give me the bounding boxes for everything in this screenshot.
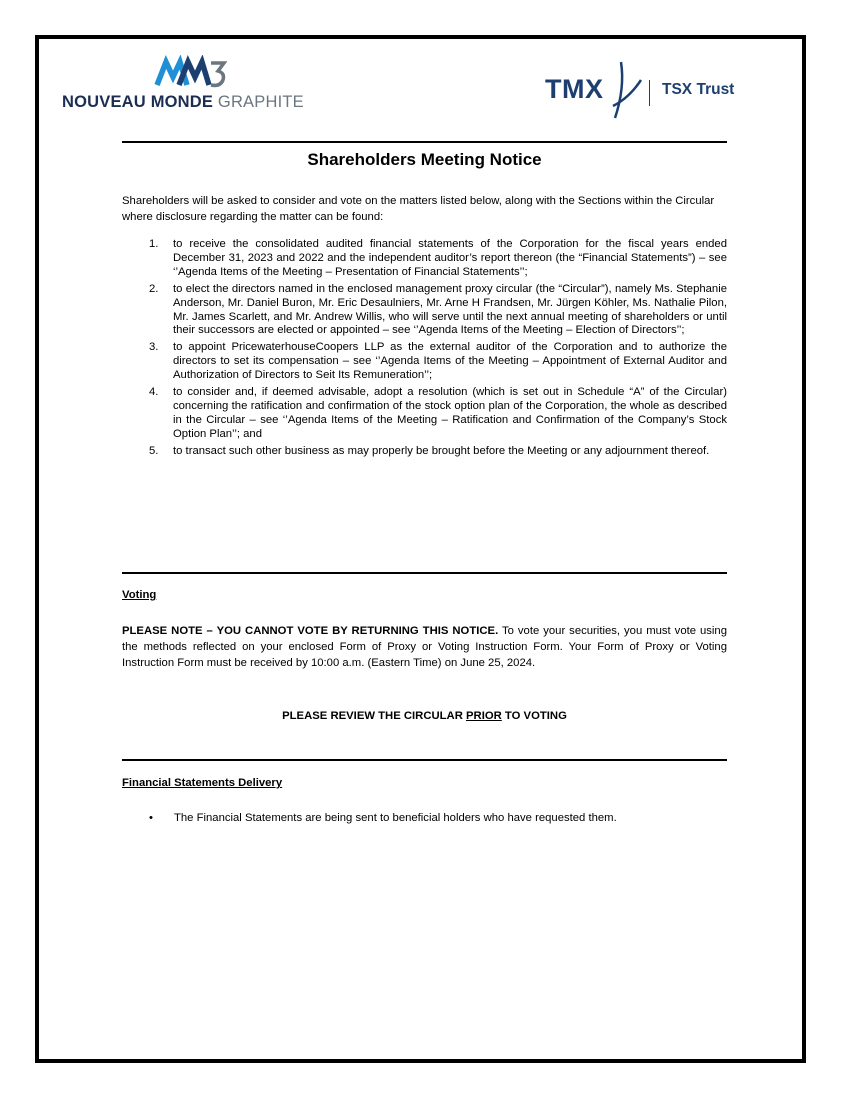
nmg-logo-icon [153,55,227,89]
agenda-item-number: 2. [149,282,159,295]
delivery-bullet-text: The Financial Statements are being sent to beneficial holders who have requested them. [174,812,617,824]
review-circular-notice [122,710,727,722]
page-border [35,35,806,1063]
delivery-list [122,810,727,826]
voting-heading: Voting [122,589,157,601]
agenda-list [122,238,727,462]
agenda-item-number: 1. [149,238,159,250]
intro-paragraph: Shareholders will be asked to consider and vote on the matters listed below, along with the Sections within the Circular where disclosure regarding the matter can be found: [122,195,715,223]
delivery-top-rule [122,759,727,761]
voting-note [122,623,727,671]
review-text-pre: PLEASE REVIEW THE CIRCULAR [282,710,467,722]
voting-note-bold: PLEASE NOTE – YOU CANNOT VOTE BY RETURNING THIS NOTICE. [122,625,499,637]
header-rule [122,141,727,143]
nmg-wordmark: NOUVEAU MONDE GRAPHITE [62,93,304,111]
logo-separator [649,80,650,106]
agenda-item-text: to transact such other business as may properly be brought before the Meeting or any adjournment thereof. [173,444,710,457]
agenda-item [122,445,727,459]
review-text-post: TO VOTING [501,710,567,722]
list-item [122,810,727,826]
agenda-item-text: to elect the directors named in the enclosed management proxy circular (the “Circular”), namely Ms. Stephanie Anderson, Mr. Daniel Buron, Mr. Eric Desaulniers, Mr. Arne H Frandsen, Mr. Jürgen Köhler, Ms. Nathalie Pilon, Mr. James Scarlett, and Mr. Andrew Willis, who will serve until the next annual meeting of shareholders or until their successors are elected or appointed – see ‘’Agenda Items of the Meeting – Election of Directors’’; [173,282,727,337]
page-title: Shareholders Meeting Notice [307,150,542,169]
agenda-item [122,238,727,280]
agenda-item-text: to appoint PricewaterhouseCoopers LLP as the external auditor of the Corporation and to authorize the directors to set its compensation – see ‘’Agenda Items of the Meeting – Appointment of External Auditor and Authorization of Directors to Seit Its Remuneration’’; [173,341,727,382]
tsx-trust-wordmark: TSX Trust [662,81,735,98]
bullet-icon: • [149,812,153,824]
agenda-item-number: 5. [149,444,159,457]
nmg-logo [62,52,324,118]
voting-note-rest: To vote your securities, you must vote using the methods reflected on your enclosed Form of Proxy or Voting Instruction Form. Your Form of Proxy or Voting Instruction Form must be received by 10:00 a.m. (Eastern Time) on June 25, 2024. [122,625,728,669]
review-text-prior: PRIOR [466,710,502,722]
delivery-heading: Financial Statements Delivery [122,777,283,789]
agenda-item-number: 4. [149,386,159,399]
agenda-item [122,283,727,339]
agenda-item-text: to consider and, if deemed advisable, adopt a resolution (which is set out in Schedule “A” of the Circular) concerning the ratification and confirmation of the stock option plan of the Corporation, the whole as described in the Circular – see ‘’Agenda Items of the Meeting – Ratification and Confirmation of the Company’s Stock Option Plan’’; and [173,386,727,440]
tmx-swoosh-icon [607,58,651,124]
tmx-wordmark: TMX [545,74,604,104]
voting-top-rule [122,572,727,574]
agenda-item [122,386,727,442]
agenda-item [122,341,727,383]
agenda-item-number: 3. [149,341,159,354]
tmx-tsx-trust-logo [545,58,735,124]
agenda-item-text: to receive the consolidated audited financial statements of the Corporation for the fiscal years ended December 31, 2023 and 2022 and the independent auditor’s report thereon (the “Financial Statements”) – see ‘’Agenda Items of the Meeting – Presentation of Financial Statements’’; [173,238,727,278]
